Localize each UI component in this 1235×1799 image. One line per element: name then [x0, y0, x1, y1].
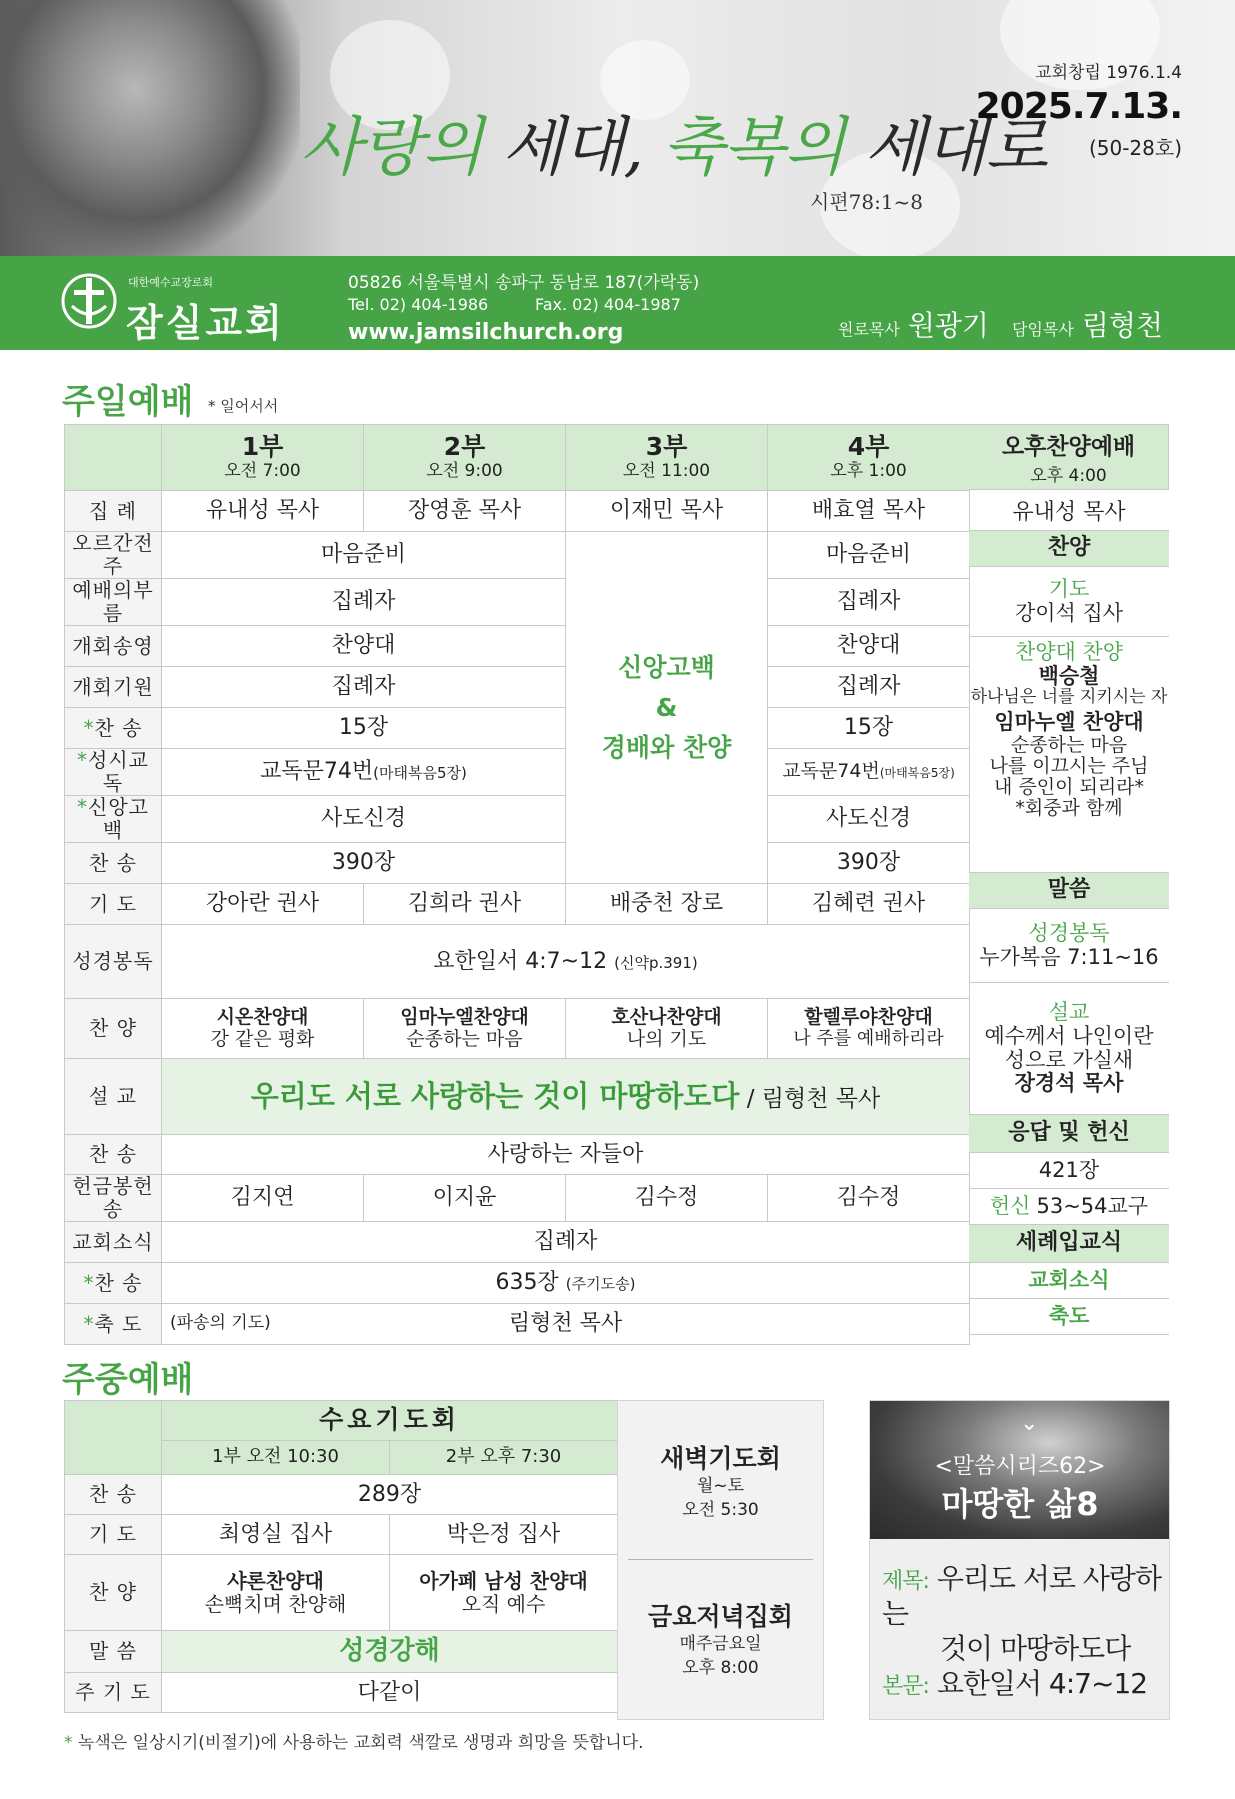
- table-row: [65, 843, 970, 884]
- table-cell: [768, 749, 970, 796]
- emeritus-label: 원로목사: [838, 320, 900, 339]
- service-name: 1부: [241, 432, 284, 462]
- table-row: [65, 796, 970, 843]
- choir-song: 나의 기도: [626, 1027, 707, 1050]
- prayer-cell: 김혜련 권사: [768, 884, 970, 925]
- table-row: [65, 1401, 618, 1441]
- afternoon-dedication: [969, 1189, 1169, 1225]
- choir-song: 순종하는 마음: [406, 1027, 523, 1050]
- service-header-4: [768, 425, 970, 491]
- table-row: [65, 532, 970, 579]
- choir-name: 아가페 남성 찬양대: [419, 1568, 588, 1593]
- session-time: 1부 오전 10:30: [162, 1441, 390, 1475]
- third-service-merged-cell: [566, 532, 768, 884]
- table-row: [65, 1059, 970, 1135]
- offering-cell: 김수정: [768, 1175, 970, 1222]
- text-reference: 요한일서 4:7~12: [936, 1667, 1148, 1700]
- row-label: 예배의부름: [65, 579, 162, 626]
- sunday-service-table: [64, 424, 970, 1345]
- responsive-reading-ref: (마태복음5장): [373, 764, 467, 783]
- dawn-prayer-days: 월~토: [696, 1476, 745, 1496]
- row-label-text: 성시교독: [88, 748, 149, 795]
- senior-label: 담임목사: [1012, 320, 1074, 339]
- table-row: [65, 1631, 618, 1673]
- slogan-part: 축복의: [662, 111, 845, 185]
- choir-cell: [390, 1555, 618, 1631]
- row-label: 집 례: [65, 491, 162, 532]
- choir-name: 시온찬양대: [216, 1005, 309, 1028]
- row-label-text: 찬 송: [94, 1270, 143, 1295]
- afternoon-word: 말씀: [969, 873, 1169, 909]
- dove-icon: ⌄: [1020, 1411, 1039, 1436]
- topic-text: 우리도 서로 사랑하는: [882, 1562, 1162, 1630]
- choir-cell: [162, 1555, 390, 1631]
- choir-song: 내 증인이 되리라*: [993, 776, 1145, 799]
- offering-cell: 김지연: [162, 1175, 364, 1222]
- series-label: <말씀시리즈62>: [934, 1454, 1106, 1479]
- afternoon-presider: 유내성 목사: [969, 490, 1169, 531]
- footer-note: [64, 1728, 643, 1753]
- afternoon-baptism: 세례입교식: [969, 1225, 1169, 1263]
- series-details: [882, 1561, 1169, 1701]
- standing-star: *: [83, 715, 95, 740]
- table-row: [65, 999, 970, 1059]
- table-cell: 마음준비: [162, 532, 566, 579]
- service-time: 오후 1:00: [830, 461, 907, 482]
- senior-name: 림형천: [1081, 309, 1163, 342]
- friday-service-time: 오후 8:00: [682, 1658, 759, 1678]
- choir-cell: [566, 999, 768, 1059]
- presider-cell: 이재민 목사: [566, 491, 768, 532]
- sermon-series-image: [870, 1401, 1170, 1539]
- row-label: 개회기원: [65, 667, 162, 708]
- scripture-cell: [162, 925, 970, 999]
- responsive-reading-ref: (마태복음5장): [879, 766, 955, 781]
- prayer-cell: 강아란 권사: [162, 884, 364, 925]
- sermon-title: 성으로 가실새: [1004, 1047, 1134, 1072]
- dawn-prayer-time: 오전 5:30: [682, 1500, 759, 1520]
- afternoon-order: [969, 531, 1169, 1335]
- row-label: 말 씀: [65, 1631, 162, 1673]
- header-banner: [0, 0, 1235, 256]
- church-info-band: [0, 256, 1235, 350]
- standing-star: *: [83, 1270, 95, 1295]
- afternoon-news: 교회소식: [969, 1263, 1169, 1299]
- row-label: 성경봉독: [65, 925, 162, 999]
- table-cell: 집례자: [162, 1222, 970, 1263]
- prayer-cell: 최영실 집사: [162, 1515, 390, 1555]
- table-cell: 찬양대: [162, 626, 566, 667]
- row-label: 찬 송: [65, 1135, 162, 1175]
- closing-hymn: 635장: [495, 1270, 559, 1296]
- row-label: 찬 송: [65, 843, 162, 884]
- prayer-label: 기도: [1048, 576, 1090, 601]
- row-label: 개회송영: [65, 626, 162, 667]
- table-cell: 찬양대: [768, 626, 970, 667]
- header-photo: [0, 0, 300, 256]
- afternoon-choir: [969, 637, 1169, 873]
- table-row: [65, 1263, 970, 1304]
- issue-number: (50-28호): [1088, 136, 1182, 160]
- offering-cell: 이지윤: [364, 1175, 566, 1222]
- table-cell: 사도신경: [162, 796, 566, 843]
- choir-cell: [364, 999, 566, 1059]
- table-cell: 사랑하는 자들아: [162, 1135, 970, 1175]
- row-label: 찬 양: [65, 999, 162, 1059]
- row-label-text: 신앙고백: [88, 795, 149, 842]
- series-title: 마땅한 삶8: [941, 1485, 1099, 1523]
- prayer-cell: 박은정 집사: [390, 1515, 618, 1555]
- table-cell: 집례자: [768, 667, 970, 708]
- other-services-panel: [617, 1400, 824, 1720]
- weekday-section-title: 주중예배: [62, 1360, 194, 1400]
- table-row: [65, 749, 970, 796]
- bulletin-date: 2025.7.13.: [975, 86, 1182, 127]
- table-row: [65, 667, 970, 708]
- table-cell: 15장: [768, 708, 970, 749]
- service-header-2: [364, 425, 566, 491]
- table-cell: 다같이: [162, 1673, 618, 1713]
- standing-star: *: [77, 748, 89, 772]
- choir-leader: 백승철: [1038, 663, 1100, 688]
- prayer-cell: 배중천 장로: [566, 884, 768, 925]
- senior-pastor: [1012, 304, 1163, 344]
- sunday-section-title: 주일예배: [62, 382, 194, 422]
- table-cell: 사도신경: [768, 796, 970, 843]
- footer-star: *: [64, 1733, 73, 1753]
- choir-name: 호산나찬양대: [611, 1005, 722, 1028]
- service-time: 오후 4:00: [1030, 466, 1107, 486]
- table-row: [65, 1135, 970, 1175]
- emeritus-name: 원광기: [907, 309, 989, 342]
- choir-song: 오직 예수: [461, 1591, 546, 1616]
- church-name: 잠실교회: [126, 301, 285, 345]
- emeritus-pastor: [838, 304, 989, 344]
- row-label: 찬 양: [65, 1555, 162, 1631]
- denomination: 대한예수교장로회: [128, 276, 214, 289]
- topic-text: 것이 마땅하도다: [940, 1632, 1131, 1665]
- service-time: 오전 7:00: [224, 461, 301, 482]
- header-cell: [65, 425, 162, 491]
- sermon-label: 설교: [1048, 1000, 1090, 1025]
- table-cell: 390장: [162, 843, 566, 884]
- choir-song: 손뼉치며 찬양해: [204, 1591, 347, 1616]
- service-time: 오전 9:00: [426, 461, 503, 482]
- slogan: [300, 96, 1046, 188]
- afternoon-praise: 찬양: [969, 531, 1169, 567]
- merged-line: &: [655, 692, 678, 722]
- merged-line: 신앙고백: [618, 652, 715, 682]
- row-label: 오르간전주: [65, 532, 162, 579]
- choir-name: 할렐루야찬양대: [804, 1006, 933, 1029]
- table-row: [65, 1304, 970, 1345]
- closing-hymn-note: (주기도송): [565, 1275, 636, 1294]
- table-row: [65, 425, 970, 491]
- text-label: 본문:: [882, 1674, 929, 1699]
- sermon-cell: [162, 1059, 970, 1135]
- table-cell: [162, 749, 566, 796]
- slogan-part: 사랑의: [300, 111, 483, 185]
- service-time: 오전 11:00: [622, 461, 711, 482]
- presider-cell: 장영훈 목사: [364, 491, 566, 532]
- service-name: 2부: [443, 432, 486, 462]
- table-row: [65, 925, 970, 999]
- series-text-line: [882, 1666, 1169, 1701]
- dedication-label: 헌신: [989, 1193, 1031, 1218]
- row-label: 기 도: [65, 884, 162, 925]
- choir-name: 샤론찬양대: [227, 1568, 324, 1593]
- footer-text: 녹색은 일상시기(비절기)에 사용하는 교회력 색깔로 생명과 희망을 뜻합니다.: [77, 1733, 644, 1753]
- responsive-reading: 교독문74번: [260, 759, 374, 785]
- table-row: [65, 1555, 618, 1631]
- presider-cell: 유내성 목사: [162, 491, 364, 532]
- service-header-3: [566, 425, 768, 491]
- choir-name: 임마누엘찬양대: [400, 1005, 529, 1028]
- choir-song: 하나님은 너를 지키시는 자: [970, 687, 1168, 708]
- row-label-text: 축 도: [94, 1311, 143, 1336]
- row-label: 주 기 도: [65, 1673, 162, 1713]
- service-name: 오후찬양예배: [1001, 434, 1136, 460]
- table-row: [65, 1515, 618, 1555]
- table-row: [65, 1222, 970, 1263]
- row-label: 교회소식: [65, 1222, 162, 1263]
- sermon-series-box: [869, 1400, 1170, 1720]
- table-cell: 289장: [162, 1475, 618, 1515]
- session-time: 2부 오후 7:30: [390, 1441, 618, 1475]
- choir-label: 찬양대 찬양: [1014, 640, 1124, 664]
- wednesday-title: 수요기도회: [162, 1401, 618, 1441]
- choir-song: 나 주를 예배하리라: [793, 1028, 944, 1050]
- table-row: [65, 1475, 618, 1515]
- choir-song: 나를 이끄시는 주님: [989, 754, 1149, 777]
- table-cell: 집례자: [162, 579, 566, 626]
- table-row: [65, 491, 970, 532]
- church-logo-icon: [60, 270, 118, 332]
- slogan-part: 세대로: [864, 111, 1047, 185]
- sermon-separator: /: [739, 1085, 762, 1112]
- row-label: 설 교: [65, 1059, 162, 1135]
- row-label: 기 도: [65, 1515, 162, 1555]
- choir-note: *회중과 함께: [1015, 797, 1123, 820]
- scripture-reference: 누가복음 7:11~16: [979, 944, 1159, 969]
- offering-cell: 김수정: [566, 1175, 768, 1222]
- church-website-link[interactable]: www.jamsilchurch.org: [348, 320, 624, 345]
- row-label: [65, 796, 162, 843]
- founded-date: 교회창립 1976.1.4: [1035, 63, 1182, 83]
- word-cell: 성경강해: [162, 1631, 618, 1673]
- prayer-cell: 김희라 권사: [364, 884, 566, 925]
- afternoon-response: 응답 및 헌신: [969, 1115, 1169, 1153]
- afternoon-benediction: 축도: [969, 1299, 1169, 1335]
- choir-song: 강 같은 평화: [210, 1027, 315, 1050]
- slogan-verse: 시편78:1~8: [810, 190, 924, 214]
- service-header-1: [162, 425, 364, 491]
- weekday-service-table: [64, 1400, 618, 1713]
- topic-label: 제목:: [882, 1569, 929, 1594]
- afternoon-header: [969, 424, 1169, 490]
- choir-name: 임마누엘 찬양대: [994, 710, 1144, 735]
- table-row: [65, 626, 970, 667]
- table-row: [65, 1175, 970, 1222]
- standing-star: *: [77, 795, 89, 819]
- row-label: 찬 송: [65, 1475, 162, 1515]
- table-cell: [162, 1304, 970, 1345]
- benediction-note: (파송의 기도): [170, 1313, 271, 1333]
- merged-line: 경배와 찬양: [601, 732, 732, 762]
- church-address: 05826 서울특별시 송파구 동남로 187(가락동): [348, 273, 700, 293]
- table-row: [65, 579, 970, 626]
- scripture-page: (신약p.391): [614, 953, 698, 972]
- benediction-preacher: 림형천 목사: [508, 1311, 623, 1337]
- table-cell: 390장: [768, 843, 970, 884]
- row-label: [65, 1304, 162, 1345]
- header-cell: [65, 1401, 162, 1475]
- friday-service-days: 매주금요일: [679, 1634, 762, 1654]
- table-row: [65, 1673, 618, 1713]
- afternoon-hymn: 421장: [969, 1153, 1169, 1189]
- row-label: [65, 1263, 162, 1304]
- table-cell: 마음준비: [768, 532, 970, 579]
- row-label: [65, 749, 162, 796]
- table-cell: 15장: [162, 708, 566, 749]
- service-name: 3부: [645, 432, 688, 462]
- row-label-text: 찬 송: [94, 715, 143, 740]
- table-row: [65, 708, 970, 749]
- dawn-prayer-title: 새벽기도회: [660, 1444, 781, 1473]
- presider-cell: 배효열 목사: [768, 491, 970, 532]
- service-name: 4부: [847, 432, 890, 462]
- sermon-title: 우리도 서로 사랑하는 것이 마땅하도다: [250, 1078, 740, 1113]
- standing-star: *: [83, 1311, 95, 1336]
- standing-note: * 일어서서: [208, 397, 279, 415]
- table-cell: 집례자: [162, 667, 566, 708]
- table-cell: 집례자: [768, 579, 970, 626]
- table-cell: [162, 1263, 970, 1304]
- choir-song: 순종하는 마음: [1010, 733, 1128, 756]
- afternoon-scripture: [969, 909, 1169, 983]
- responsive-reading: 교독문74번: [782, 760, 880, 783]
- friday-service-title: 금요저녁집회: [648, 1602, 793, 1631]
- scripture-reference: 요한일서 4:7~12: [433, 948, 608, 974]
- series-topic-line: [882, 1561, 1169, 1631]
- dedication-value: 53~54교구: [1036, 1193, 1149, 1218]
- row-label: 헌금봉헌송: [65, 1175, 162, 1222]
- prayer-person: 강이석 집사: [1014, 600, 1124, 625]
- table-row: [65, 884, 970, 925]
- church-tel: Tel. 02) 404-1986: [348, 295, 489, 314]
- church-fax: Fax. 02) 404-1987: [535, 295, 681, 314]
- afternoon-prayer: [969, 567, 1169, 637]
- divider: [628, 1559, 813, 1560]
- sermon-title: 예수께서 나인이란: [984, 1023, 1154, 1048]
- sermon-preacher: 림형천 목사: [761, 1085, 881, 1112]
- slogan-part: 세대,: [501, 111, 643, 185]
- choir-cell: [162, 999, 364, 1059]
- row-label: [65, 708, 162, 749]
- scripture-label: 성경봉독: [1028, 920, 1110, 945]
- choir-cell: [768, 999, 970, 1059]
- afternoon-sermon: [969, 983, 1169, 1115]
- sermon-preacher: 장경석 목사: [1014, 1071, 1124, 1096]
